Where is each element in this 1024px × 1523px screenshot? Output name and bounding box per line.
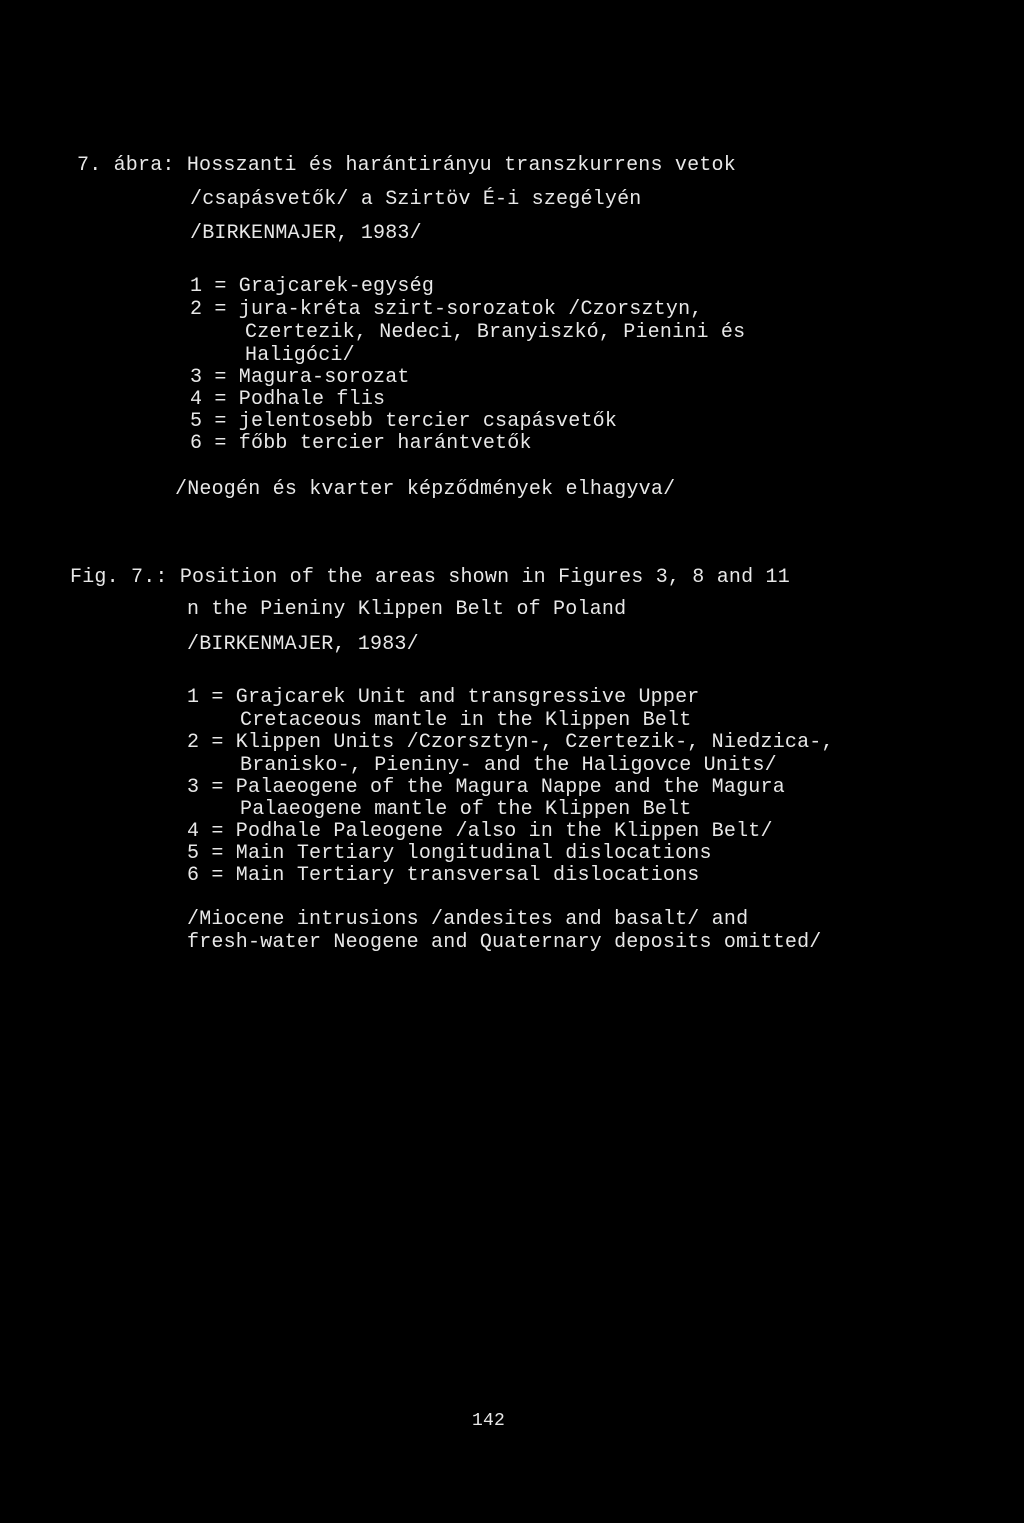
hu-legend-line: 3 = Magura-sorozat (190, 366, 410, 389)
page-number: 142 (472, 1411, 506, 1431)
en-legend-line: 5 = Main Tertiary longitudinal dislocations (187, 842, 712, 865)
en-legend-line: 3 = Palaeogene of the Magura Nappe and the Magura (187, 776, 785, 799)
hu-legend-line: 6 = főbb tercier harántvetők (190, 432, 532, 455)
en-legend-line: 2 = Klippen Units /Czorsztyn-, Czertezik-, Niedzica-, (187, 731, 834, 754)
hu-legend-line: Czertezik, Nedeci, Branyiszkó, Pienini és (245, 321, 746, 344)
hu-caption-line: /csapásvetők/ a Szirtöv É-i szegélyén (190, 188, 642, 211)
en-note-line: /Miocene intrusions /andesites and basalt/ and (187, 908, 749, 931)
en-legend-line: 6 = Main Tertiary transversal dislocations (187, 864, 700, 887)
en-legend-line: Cretaceous mantle in the Klippen Belt (240, 709, 692, 732)
hu-legend-line: 4 = Podhale flis (190, 388, 386, 411)
en-note-line: fresh-water Neogene and Quaternary deposits omitted/ (187, 931, 822, 954)
hu-note: /Neogén és kvarter képződmények elhagyva/ (175, 478, 676, 501)
hu-legend-line: Haligóci/ (245, 344, 355, 367)
en-legend-line: 1 = Grajcarek Unit and transgressive Upper (187, 686, 700, 709)
hu-legend-line: 1 = Grajcarek-egység (190, 275, 435, 298)
en-caption-line: n the Pieniny Klippen Belt of Poland (187, 598, 627, 621)
hu-caption-line: 7. ábra: Hosszanti és harántirányu transzkurrens vetok (77, 154, 736, 177)
en-caption-line: Fig. 7.: Position of the areas shown in Figures 3, 8 and 11 (70, 566, 790, 589)
en-legend-line: 4 = Podhale Paleogene /also in the Klippen Belt/ (187, 820, 773, 843)
en-legend-line: Palaeogene mantle of the Klippen Belt (240, 798, 692, 821)
en-caption-line: /BIRKENMAJER, 1983/ (187, 633, 419, 656)
hu-caption-line: /BIRKENMAJER, 1983/ (190, 222, 422, 245)
en-legend-line: Branisko-, Pieniny- and the Haligovce Units/ (240, 754, 777, 777)
hu-legend-line: 5 = jelentosebb tercier csapásvetők (190, 410, 618, 433)
hu-legend-line: 2 = jura-kréta szirt-sorozatok /Czorsztyn, (190, 298, 703, 321)
